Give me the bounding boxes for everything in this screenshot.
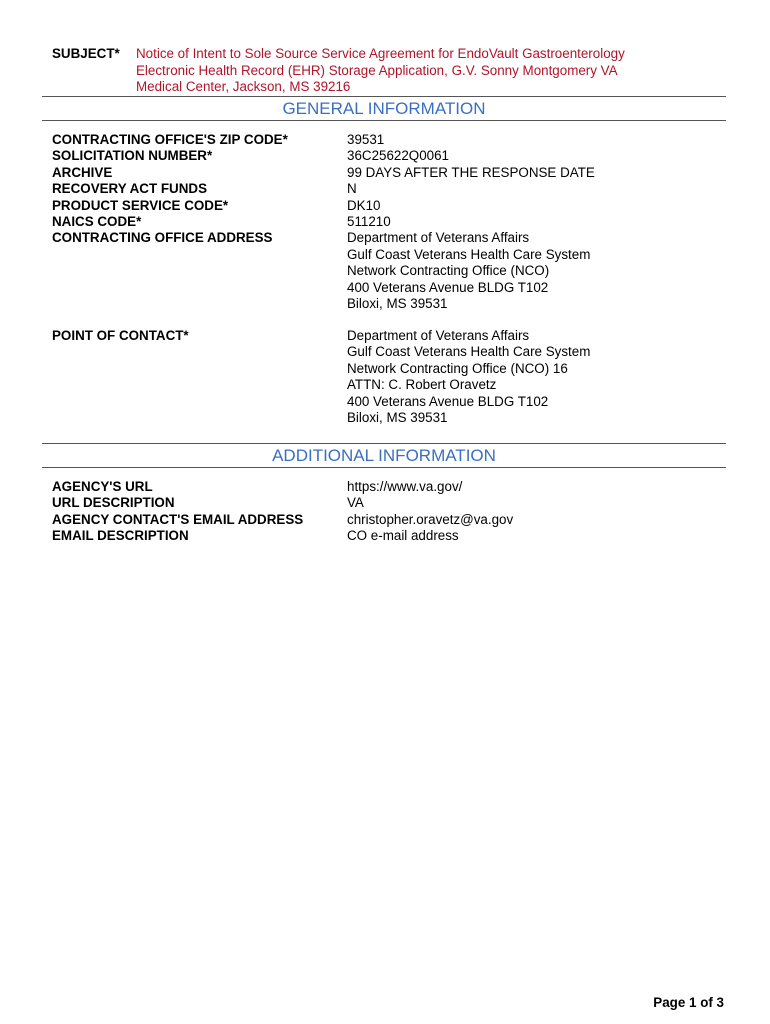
subject-line: Electronic Health Record (EHR) Storage Application, G.V. Sonny Montgomery VA [136, 62, 618, 78]
field-label: NAICS CODE* [52, 214, 142, 229]
additional-information-header: ADDITIONAL INFORMATION [42, 443, 726, 468]
field-row-email-description [52, 528, 732, 544]
field-row-zip-code [52, 132, 732, 148]
field-value: CO e-mail address [347, 528, 459, 544]
field-value: VA [347, 495, 364, 511]
subject-line: Medical Center, Jackson, MS 39216 [136, 79, 351, 94]
field-label: CONTRACTING OFFICE'S ZIP CODE* [52, 132, 288, 147]
address-line: Biloxi, MS 39531 [347, 296, 448, 312]
general-information-header: GENERAL INFORMATION [42, 96, 726, 121]
field-row-point-of-contact [52, 328, 732, 426]
field-value: https://www.va.gov/ [347, 479, 463, 494]
subject-text [136, 46, 696, 96]
field-label: EMAIL DESCRIPTION [52, 528, 189, 544]
contact-line: ATTN: C. Robert Oravetz [347, 377, 497, 393]
contact-line: Department of Veterans Affairs [347, 328, 530, 343]
field-label: URL DESCRIPTION [52, 495, 175, 511]
address-line: Network Contracting Office (NCO) [347, 263, 550, 279]
subject-label: SUBJECT* [52, 46, 120, 61]
field-row-agency-url [52, 479, 732, 495]
subject-row [52, 46, 732, 96]
page-number: Page 1 of 3 [653, 995, 724, 1010]
contact-line: Gulf Coast Veterans Health Care System [347, 344, 591, 360]
field-value: 39531 [347, 132, 385, 147]
field-label: AGENCY CONTACT'S EMAIL ADDRESS [52, 511, 304, 527]
field-row-agency-contact-email [52, 512, 732, 528]
address-block [347, 230, 732, 312]
address-line: Department of Veterans Affairs [347, 230, 530, 246]
field-row-naics-code [52, 214, 732, 230]
field-value: 36C25622Q0061 [347, 148, 450, 164]
field-row-archive [52, 165, 732, 181]
field-label: ARCHIVE [52, 164, 113, 180]
field-label: SOLICITATION NUMBER* [52, 148, 213, 164]
field-row-product-service-code [52, 198, 732, 214]
field-value: N [347, 181, 357, 197]
address-line: Gulf Coast Veterans Health Care System [347, 246, 591, 262]
field-row-url-description [52, 495, 732, 511]
subject-line: Notice of Intent to Sole Source Service Agreement for EndoVault Gastroenterology [136, 46, 625, 61]
field-row-solicitation-number [52, 148, 732, 164]
field-value: 99 DAYS AFTER THE RESPONSE DATE [347, 164, 595, 180]
address-line: 400 Veterans Avenue BLDG T102 [347, 279, 549, 295]
field-row-contracting-office-address [52, 230, 732, 312]
field-label: AGENCY'S URL [52, 479, 153, 494]
field-value: 511210 [347, 214, 391, 229]
contact-line: Biloxi, MS 39531 [347, 410, 448, 426]
contact-line: 400 Veterans Avenue BLDG T102 [347, 393, 549, 409]
field-row-recovery-act-funds [52, 181, 732, 197]
field-label: CONTRACTING OFFICE ADDRESS [52, 230, 273, 246]
field-label: POINT OF CONTACT* [52, 328, 189, 343]
contact-line: Network Contracting Office (NCO) 16 [347, 360, 568, 376]
field-label: PRODUCT SERVICE CODE* [52, 197, 229, 213]
contact-block [347, 328, 732, 426]
field-value: DK10 [347, 197, 381, 213]
field-label: RECOVERY ACT FUNDS [52, 181, 207, 197]
field-value: christopher.oravetz@va.gov [347, 511, 514, 527]
